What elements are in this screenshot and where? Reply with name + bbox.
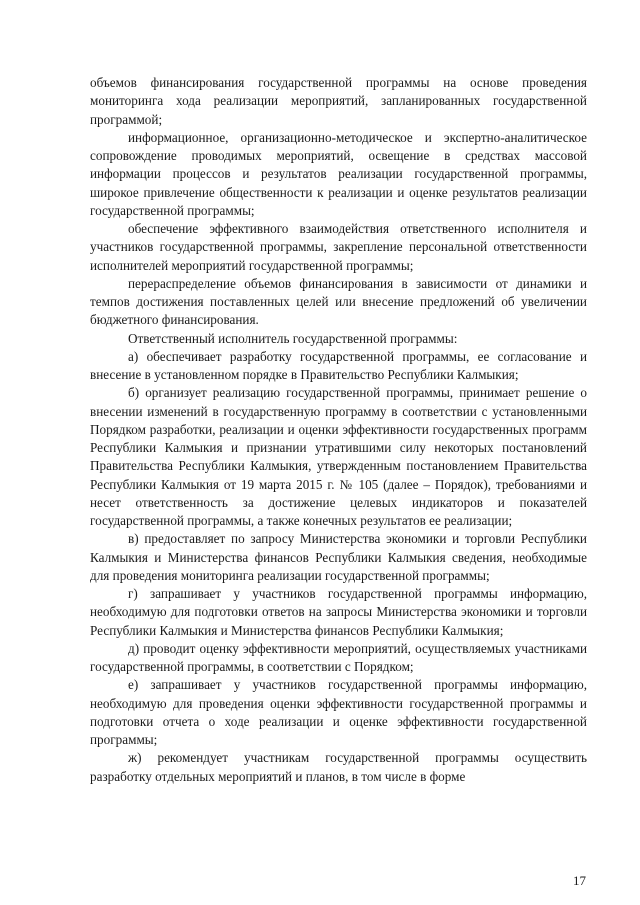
- paragraph: Ответственный исполнитель государственной программы:: [128, 330, 458, 346]
- body-text: [90, 74, 587, 786]
- paragraph: обеспечение эффективного взаимодействия ответственного исполнителя и участников государственной программы, закрепление персональной ответственности исполнителей мероприятий государственной программы;: [90, 221, 587, 273]
- page-number: 17: [573, 873, 586, 888]
- paragraph: информационное, организационно-методическое и экспертно-аналитическое сопровождение проводимых мероприятий, освещение в средствах массовой информации процессов и результатов реализации государственной программы, широкое привлечение общественности к реализации и оценке результатов реализации государственной программы;: [90, 129, 587, 218]
- paragraph: ж) рекомендует участникам государственной программы осуществить разработку отдельных мероприятий и планов, в том числе в форме: [90, 750, 587, 784]
- paragraph: перераспределение объемов финансирования в зависимости от динамики и темпов достижения поставленных целей или внесение предложений об увеличении бюджетного финансирования.: [90, 275, 587, 328]
- paragraph: в) предоставляет по запросу Министерства экономики и торговли Республики Калмыкия и Министерства финансов Республики Калмыкия сведения, необходимые для проведения мониторинга реализации государственной программы;: [90, 531, 587, 583]
- paragraph: б) организует реализацию государственной программы, принимает решение о внесении изменений в государственную программу в соответствии с установленными Порядком разработки, реализации и оценки эффективности государственных программ Республики Калмыкия и признании утратившими силу некоторых постановлений Правительства Республики Калмыкия, утвержденным постановлением Правительства Республики Калмыкия от 19 марта 2015 г. № 105 (далее – Порядок), требованиями и несет ответственность за достижение целевых индикаторов и показателей государственной программы, а также конечных результатов ее реализации;: [90, 385, 587, 528]
- paragraph: а) обеспечивает разработку государственной программы, ее согласование и внесение в установленном порядке в Правительство Республики Калмыкия;: [90, 348, 587, 382]
- paragraph: д) проводит оценку эффективности мероприятий, осуществляемых участниками государственной программы, в соответствии с Порядком;: [90, 640, 587, 674]
- paragraph: е) запрашивает у участников государственной программы информацию, необходимую для проведения оценки эффективности государственной программы и подготовки отчета о ходе реализации и оценке эффективности государственной программы;: [90, 677, 587, 747]
- paragraph: г) запрашивает у участников государственной программы информацию, необходимую для подготовки ответов на запросы Министерства экономики и торговли Республики Калмыкия и Министерства финансов Республики Калмыкия;: [90, 586, 587, 638]
- paragraph: объемов финансирования государственной программы на основе проведения мониторинга хода реализации мероприятий, запланированных государственной программой;: [90, 75, 587, 127]
